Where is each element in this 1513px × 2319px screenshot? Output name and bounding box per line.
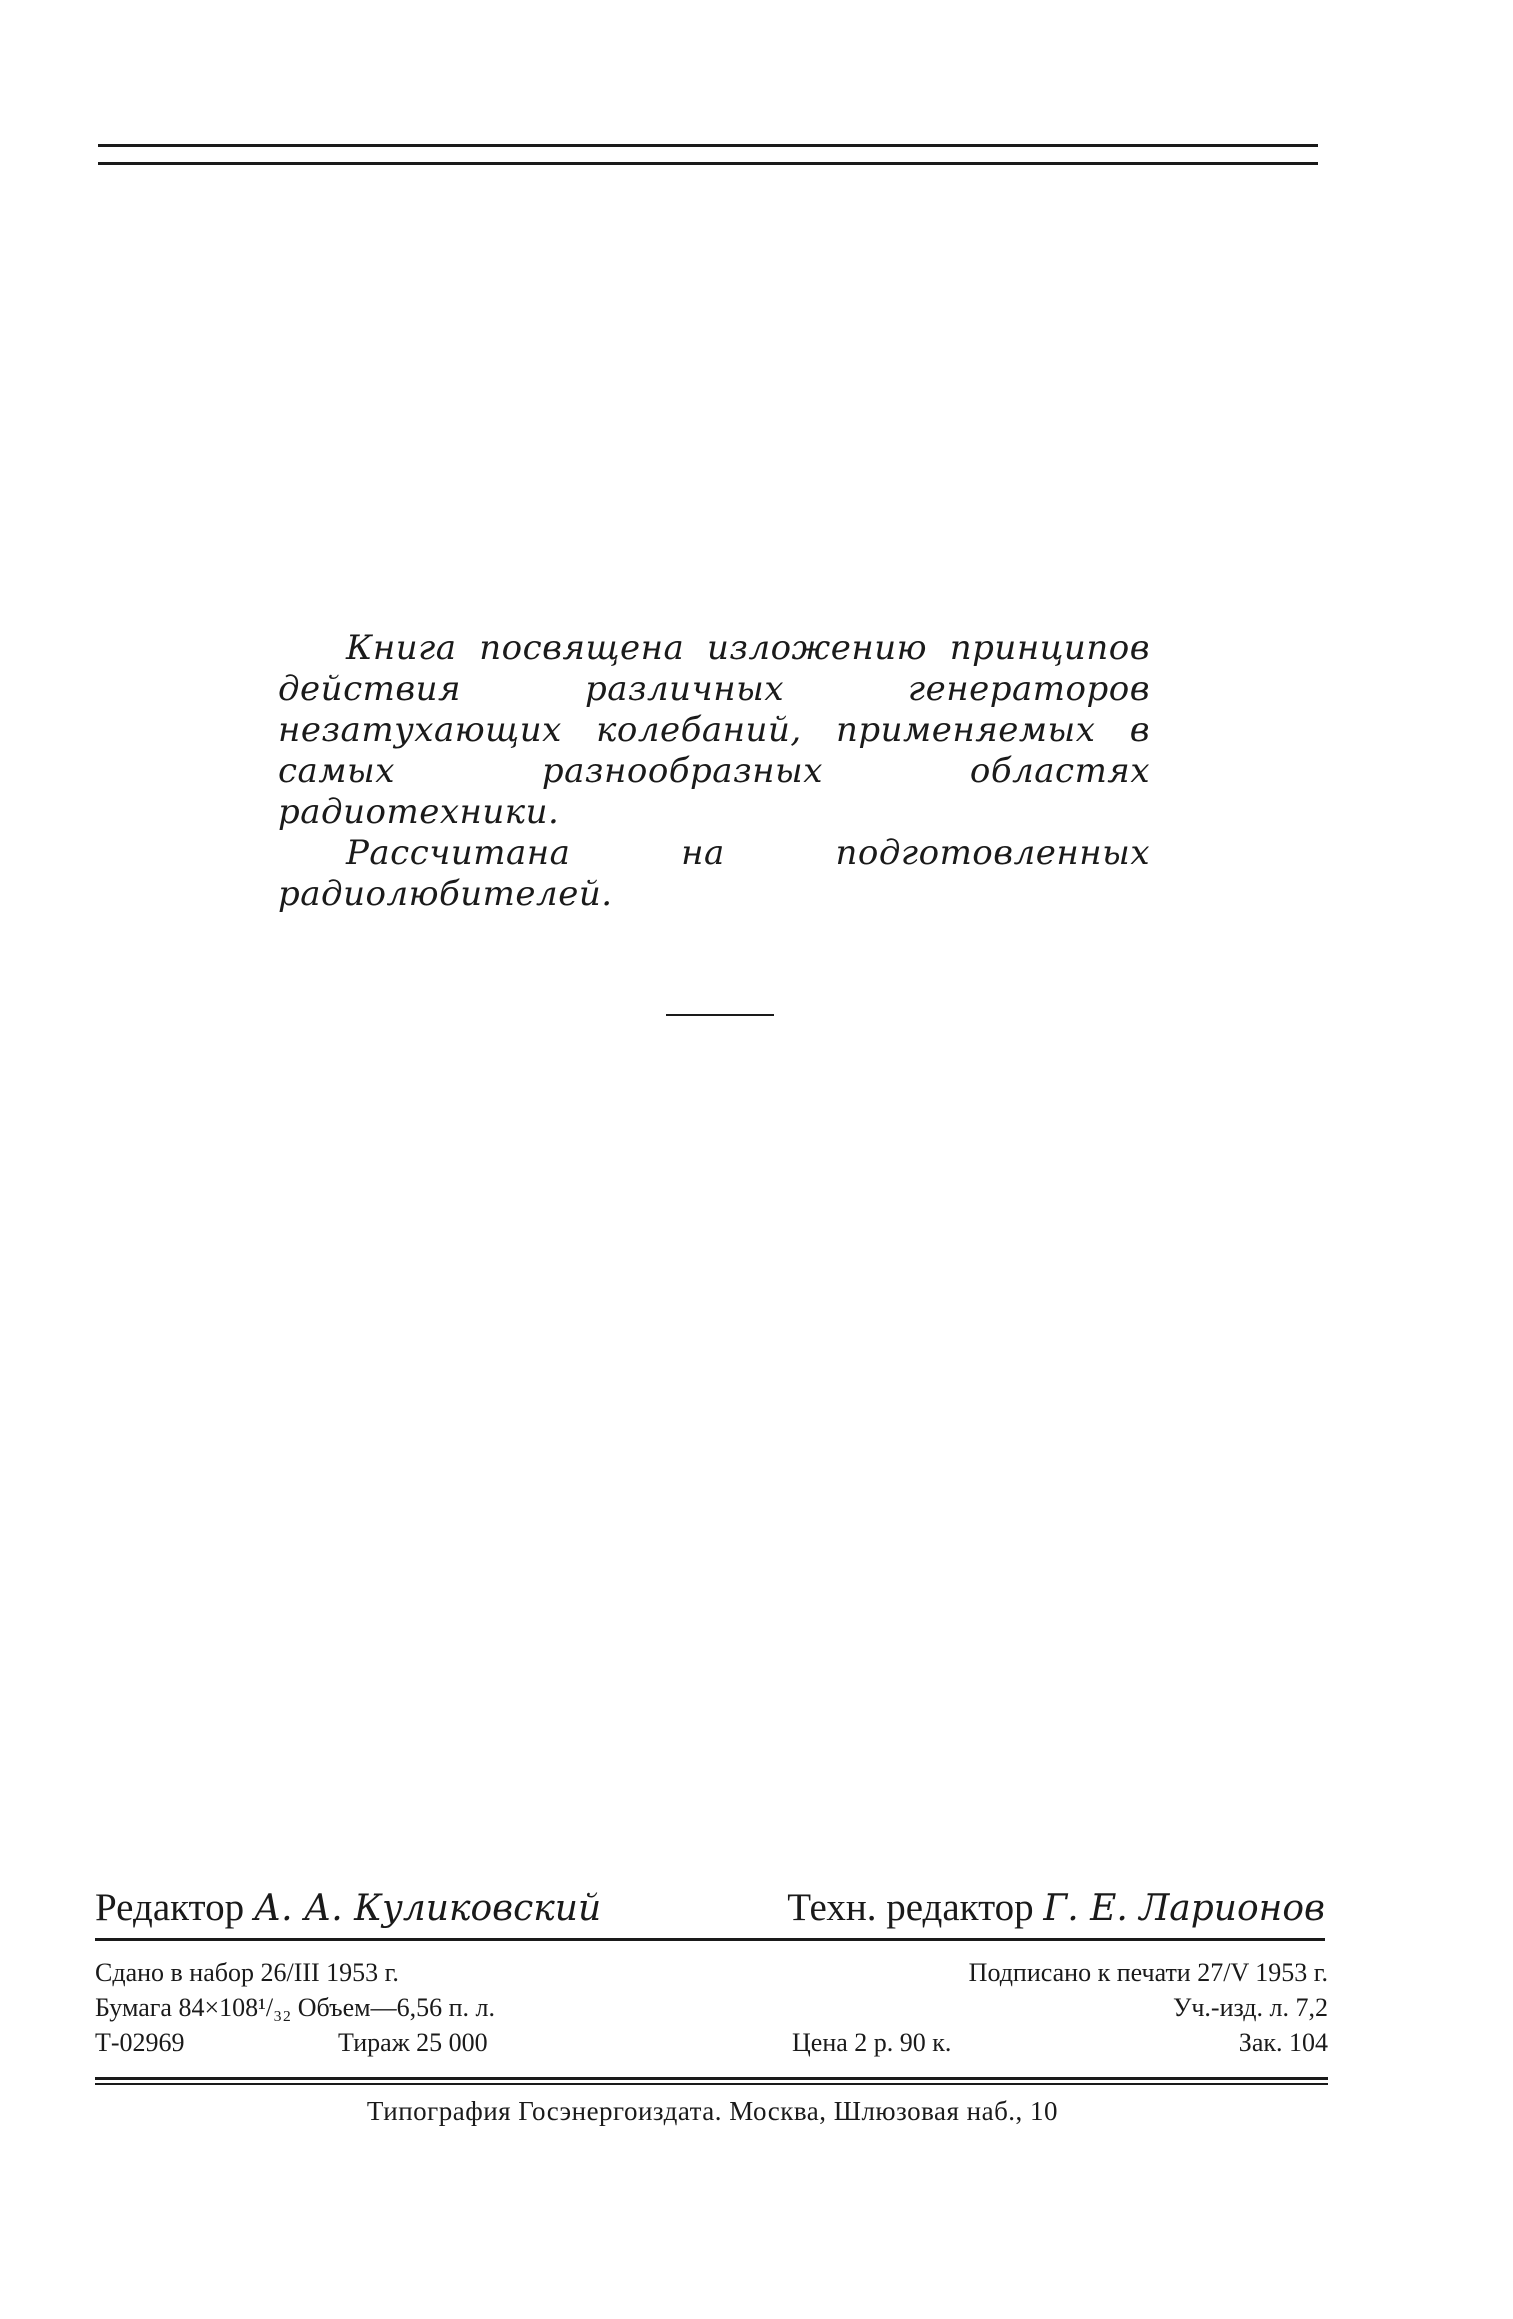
imprint-row	[95, 1993, 1328, 2027]
tech-editor-credit	[787, 1885, 1325, 1930]
annotation-paragraph-2: Рассчитана на подготовленных радиолюбителей.	[278, 833, 1150, 914]
credits-rule	[95, 1938, 1325, 1941]
editor-label: Редактор	[95, 1886, 245, 1929]
imprint-row	[95, 2028, 1328, 2062]
publisher-sheets: Уч.-изд. л. 7,2	[1172, 1993, 1328, 2022]
bottom-rule-secondary	[95, 2083, 1328, 2085]
editor-credits	[95, 1885, 1325, 1935]
print-run: Тираж 25 000	[338, 2028, 488, 2057]
top-rule-secondary	[98, 162, 1318, 165]
top-rule	[98, 144, 1318, 147]
bottom-rule	[95, 2077, 1328, 2080]
typeset-date: Сдано в набор 26/III 1953 г.	[95, 1958, 399, 1987]
annotation-paragraph-1: Книга посвящена изложению принципов действия различных генераторов незатухающих колебаний, применяемых в самых разнообразных областях радиотехники.	[278, 628, 1150, 832]
order-number: Зак. 104	[1238, 2028, 1328, 2057]
imprint-row	[95, 1958, 1328, 1992]
paper-format: Бумага 84×108¹/₃₂ Объем—6,56 п. л.	[95, 1993, 495, 2022]
printer-text: Типография Госэнергоиздата. Москва, Шлюзовая наб., 10	[366, 2096, 1059, 2126]
editor-name: А. А. Куликовский	[253, 1888, 602, 1929]
tech-editor-name: Г. Е. Ларионов	[1043, 1888, 1325, 1929]
price: Цена 2 р. 90 к.	[792, 2028, 952, 2057]
printer-info	[0, 2096, 1513, 2127]
book-annotation	[278, 628, 1150, 915]
section-divider	[666, 1014, 774, 1016]
license-code: Т-02969	[95, 2028, 185, 2057]
tech-editor-label: Техн. редактор	[787, 1886, 1034, 1929]
signed-date: Подписано к печати 27/V 1953 г.	[968, 1958, 1328, 1987]
editor-credit	[95, 1885, 601, 1930]
